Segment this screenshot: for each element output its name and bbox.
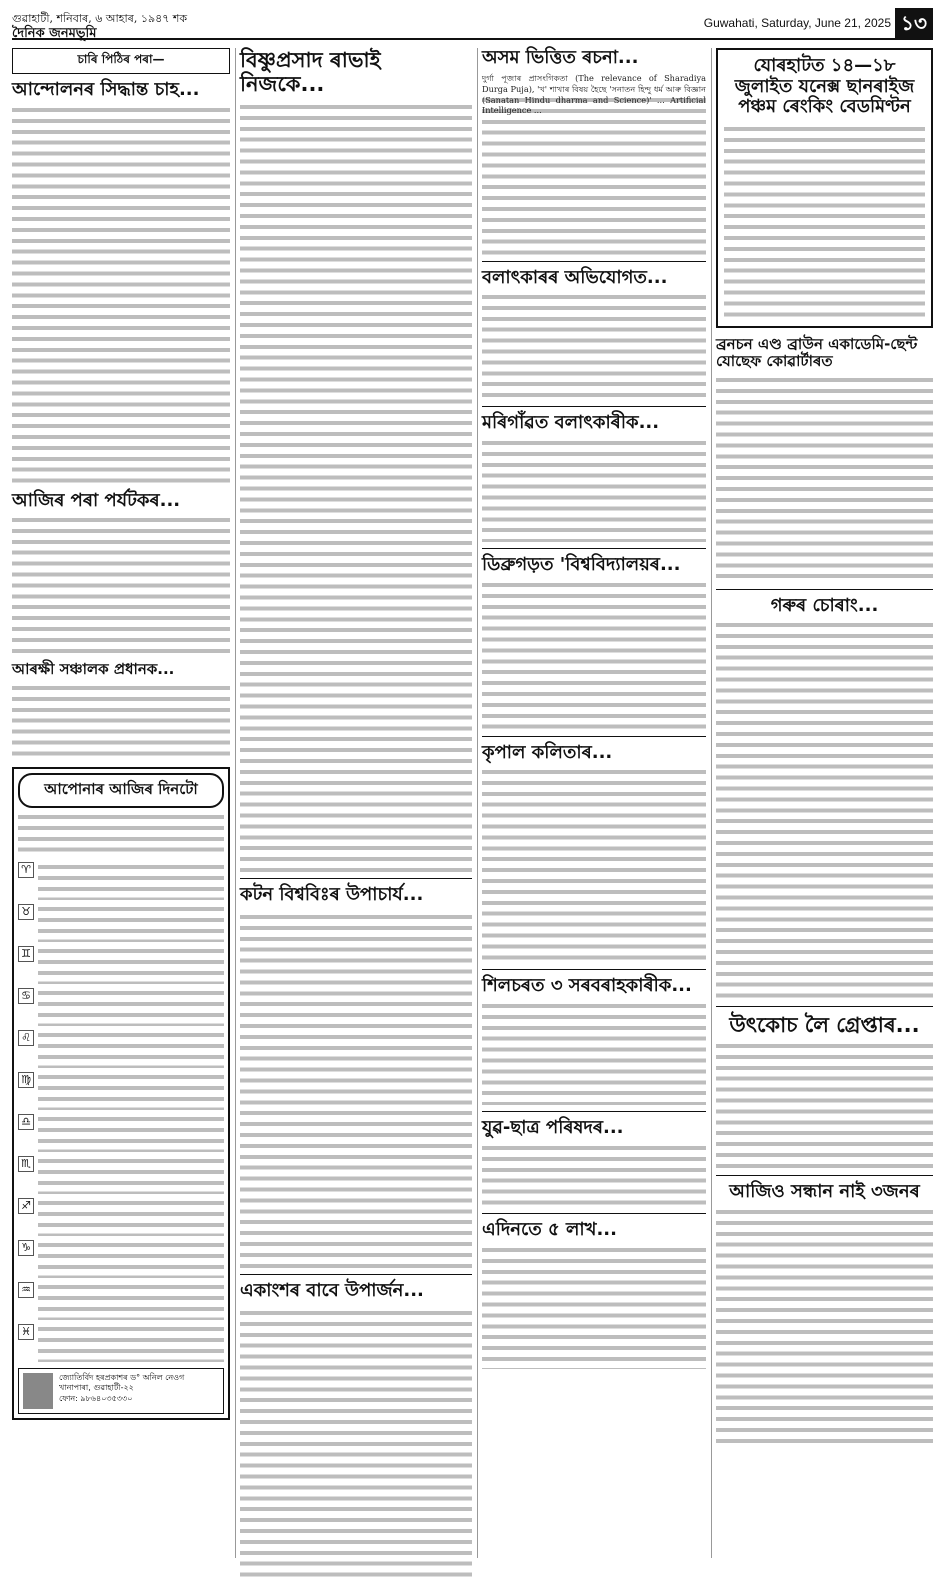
divider [482, 1213, 706, 1214]
horoscope-sign-text [38, 1324, 224, 1362]
column-divider [711, 48, 712, 1558]
horoscope-sign-text [38, 1072, 224, 1110]
divider [240, 1274, 472, 1275]
divider [716, 589, 933, 590]
article-headline[interactable]: কটন বিশ্ববিঃৰ উপাচাৰ্য... [240, 884, 424, 906]
column-divider [477, 48, 478, 1558]
masthead [12, 8, 933, 40]
featured-box [716, 48, 933, 328]
divider [716, 1175, 933, 1176]
zodiac-icon: ♊ [18, 946, 34, 962]
horoscope-sign-text [38, 1156, 224, 1194]
column-3 [482, 48, 706, 1369]
article-headline[interactable]: আজিৰ পৰা পৰ্যটকৰ... [12, 489, 181, 511]
horoscope-sign-row [18, 1198, 224, 1236]
horoscope-title: আপোনাৰ আজিৰ দিনটো [18, 773, 224, 808]
article-headline[interactable]: বলাৎকাৰৰ অভিযোগত... [482, 266, 668, 288]
article-body [716, 1207, 933, 1443]
article-body [240, 912, 472, 1268]
zodiac-icon: ♌ [18, 1030, 34, 1046]
article-headline[interactable]: মৰিগাঁৱত বলাৎকাৰীক... [482, 412, 660, 434]
astrologer-phone: ফোন: ৯৮৬৪০৩৫৩৩০ [59, 1394, 133, 1404]
dateline-left: গুৱাহাটী, শনিবাৰ, ৬ আহাৰ, ১৯৪৭ শক [12, 12, 188, 25]
horoscope-sign-text [38, 1240, 224, 1278]
article-headline[interactable]: শিলচৰত ৩ সৰবৰাহকাৰীক... [482, 975, 692, 997]
zodiac-icon: ♈ [18, 862, 34, 878]
divider [482, 969, 706, 970]
horoscope-sign-text [38, 1114, 224, 1152]
horoscope-intro [18, 812, 224, 858]
zodiac-icon: ♉ [18, 904, 34, 920]
divider [482, 261, 706, 262]
divider [482, 736, 706, 737]
article-body [482, 438, 706, 542]
article-headline[interactable]: কৃপাল কলিতাৰ... [482, 741, 613, 763]
divider [482, 406, 706, 407]
zodiac-icon: ♑ [18, 1240, 34, 1256]
article-headline[interactable]: গৰুৰ চোৰাং... [770, 594, 879, 616]
astrologer-box [18, 1368, 224, 1414]
zodiac-icon: ♎ [18, 1114, 34, 1130]
article-headline[interactable]: ব্ৰনচন এণ্ড ব্ৰাউন একাডেমি-ছেন্ট যোছেফ কোৱাৰ্টাৰত [716, 335, 918, 371]
article-body [482, 580, 706, 730]
article-headline[interactable]: উৎকোচ লৈ গ্ৰেপ্তাৰ... [729, 1013, 920, 1038]
horoscope-sign-text [38, 1030, 224, 1068]
article-body [716, 620, 933, 1000]
article-headline[interactable]: বিষ্ণুপ্ৰসাদ ৰাভাই নিজকে... [240, 48, 381, 97]
page-number: ১৩ [895, 8, 933, 38]
divider [482, 548, 706, 549]
article-headline[interactable]: ডিব্ৰুগড়ত 'বিশ্ববিদ্যালয়ৰ... [482, 554, 681, 576]
zodiac-icon: ♓ [18, 1324, 34, 1340]
article-intro: দুৰ্গা পূজাৰ প্ৰাসংগিকতা (The relevance of Sharadiya Durga Puja), 'খ' শাখাৰ বিষয় হৈছে 'সনাতন হিন্দু ধৰ্ম আৰু বিজ্ঞান (Sanatan Hindu dharma and Science)' ... Artificial Intelligence ... [482, 72, 706, 116]
article-body [12, 515, 230, 655]
article-headline[interactable]: যুৱ-ছাত্ৰ পৰিষদৰ... [482, 1117, 624, 1139]
astrologer-address: খানাপাৰা, গুৱাহাটী-২২ [59, 1383, 134, 1393]
horoscope-sign-text [38, 946, 224, 984]
horoscope-sign-row [18, 1114, 224, 1152]
column-4 [716, 48, 933, 1443]
divider [716, 1006, 933, 1007]
horoscope-sign-text [38, 1198, 224, 1236]
article-body [12, 105, 230, 485]
article-body [716, 1041, 933, 1169]
horoscope-sign-list [18, 862, 224, 1362]
article-body [240, 1308, 472, 1580]
column-divider [235, 48, 236, 1558]
zodiac-icon: ♏ [18, 1156, 34, 1172]
article-body [482, 1143, 706, 1207]
divider [482, 1111, 706, 1112]
article-body [482, 767, 706, 963]
article-body [482, 1001, 706, 1105]
zodiac-icon: ♐ [18, 1198, 34, 1214]
article-headline[interactable]: এদিনতে ৫ লাখ... [482, 1218, 617, 1240]
zodiac-icon: ♒ [18, 1282, 34, 1298]
horoscope-sign-text [38, 904, 224, 942]
article-body [716, 375, 933, 583]
horoscope-sign-text [38, 988, 224, 1026]
article-body [12, 683, 230, 759]
article-headline[interactable]: একাংশৰ বাবে উপাৰ্জন... [240, 1279, 424, 1301]
article-body [482, 1245, 706, 1369]
article-body [724, 124, 925, 320]
horoscope-sign-row [18, 946, 224, 984]
horoscope-sign-row [18, 1324, 224, 1362]
horoscope-sign-text [38, 1282, 224, 1320]
article-headline[interactable]: আজিও সন্ধান নাই ৩জনৰ [729, 1181, 920, 1203]
paper-name: দৈনিক জনমভূমি [12, 26, 97, 41]
zodiac-icon: ♋ [18, 988, 34, 1004]
zodiac-icon: ♍ [18, 1072, 34, 1088]
horoscope-sign-row [18, 1030, 224, 1068]
horoscope-sign-row [18, 1240, 224, 1278]
article-body [240, 102, 472, 872]
horoscope-sign-row [18, 904, 224, 942]
article-headline[interactable]: আৰক্ষী সঞ্চালক প্ৰধানক... [12, 660, 175, 679]
horoscope-sign-row [18, 1156, 224, 1194]
newspaper-page [12, 8, 933, 1564]
horoscope-box [12, 767, 230, 1420]
horoscope-sign-row [18, 1072, 224, 1110]
astrologer-photo [23, 1373, 53, 1409]
column-2 [240, 48, 472, 1580]
article-headline[interactable]: অসম ভিত্তিত ৰচনা... [482, 47, 639, 68]
dateline-right: Guwahati, Saturday, June 21, 2025 [703, 16, 891, 30]
horoscope-sign-row [18, 988, 224, 1026]
article-body [482, 292, 706, 400]
horoscope-sign-row [18, 1282, 224, 1320]
astrologer-name: জ্যোতিৰ্বিদ হৰপ্ৰকাশৰ ড° অনিল নেওগ [59, 1372, 185, 1382]
article-headline[interactable]: যোৰহাটত ১৪—১৮ জুলাইত যনেক্স ছানৰাইজ পঞ্চম ৰেংকিং বেডমিণ্টন [734, 55, 915, 118]
section-kicker: চাৰি পিঠিৰ পৰা— [12, 48, 230, 74]
article-body [482, 95, 706, 255]
article-headline[interactable]: আন্দোলনৰ সিদ্ধান্ত চাহ... [12, 79, 200, 100]
astrologer-info [59, 1373, 184, 1409]
column-1 [12, 48, 230, 1420]
horoscope-sign-row [18, 862, 224, 900]
horoscope-sign-text [38, 862, 224, 900]
divider [240, 878, 472, 879]
